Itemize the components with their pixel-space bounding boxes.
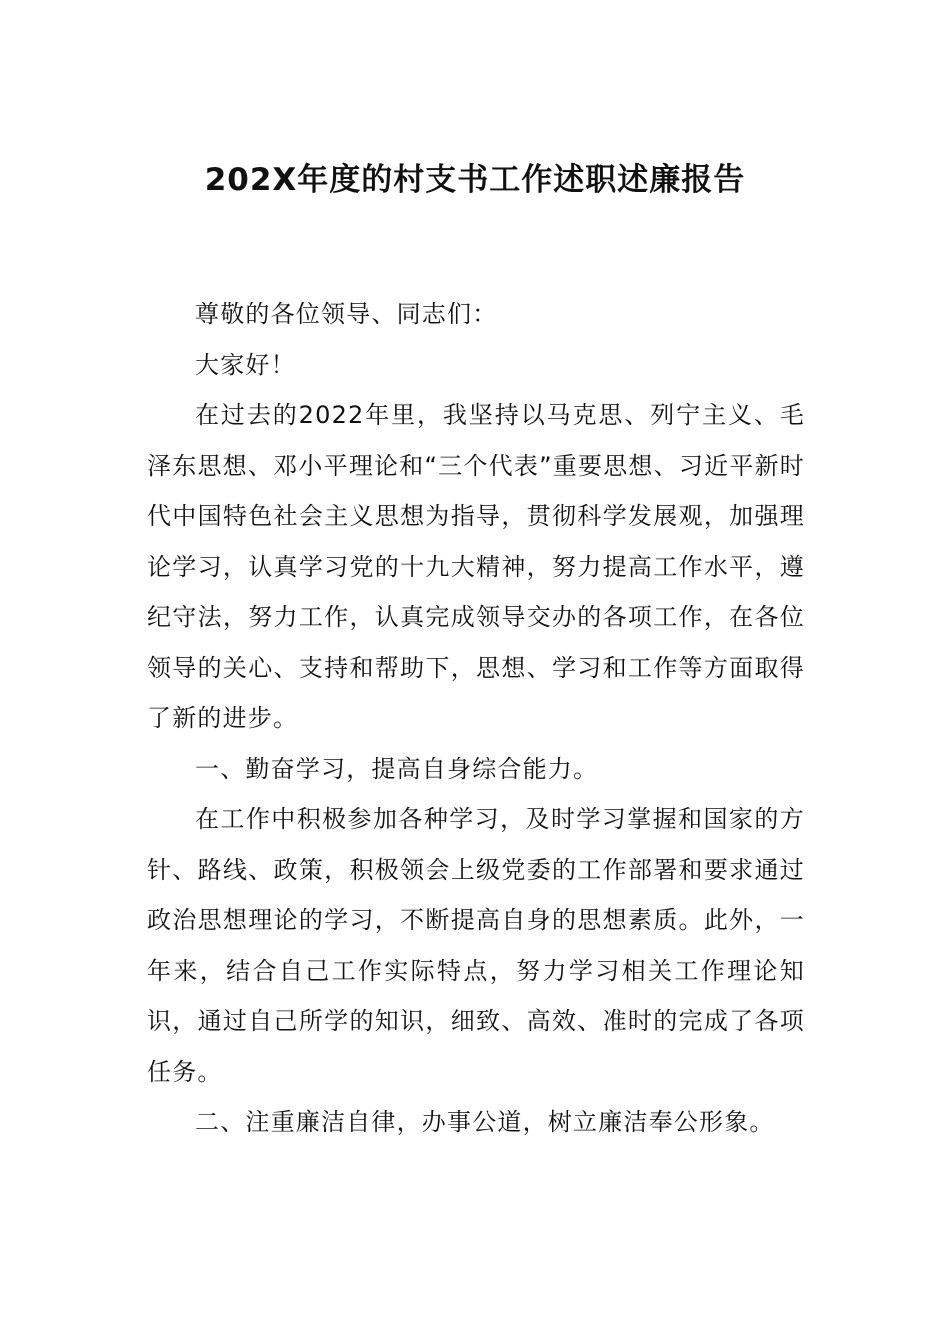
paragraph-intro: 在过去的2022年里，我坚持以马克思、列宁主义、毛泽东思想、邓小平理论和“三个代表”重要思想、习近平新时代中国特色社会主义思想为指导，贯彻科学发展观，加强理论学习，认真学习党的十九大精神，努力提高工作水平，遵纪守法，努力工作，认真完成领导交办的各项工作，在各位领导的关心、支持和帮助下，思想、学习和工作等方面取得了新的进步。 [147,401,805,732]
section-heading-2: 二、注重廉洁自律，办事公道，树立廉洁奉公形象。 [195,1108,775,1136]
paragraph-section-1: 在工作中积极参加各种学习，及时学习掌握和国家的方针、路线、政策，积极领会上级党委的工作部署和要求通过政治思想理论的学习，不断提高自身的思想素质。此外，一年来，结合自己工作实际特点，努力学习相关工作理论知识，通过自己所学的知识，细致、高效、准时的完成了各项任务。 [147,805,805,1086]
document-title: 202X年度的村支书工作述职述廉报告 [204,162,746,198]
paragraph-salutation: 尊敬的各位领导、同志们： [195,300,498,328]
paragraph-greeting: 大家好！ [195,350,296,379]
document-body [147,289,805,1148]
section-heading-1: 一、勤奋学习，提高自身综合能力。 [195,754,599,783]
